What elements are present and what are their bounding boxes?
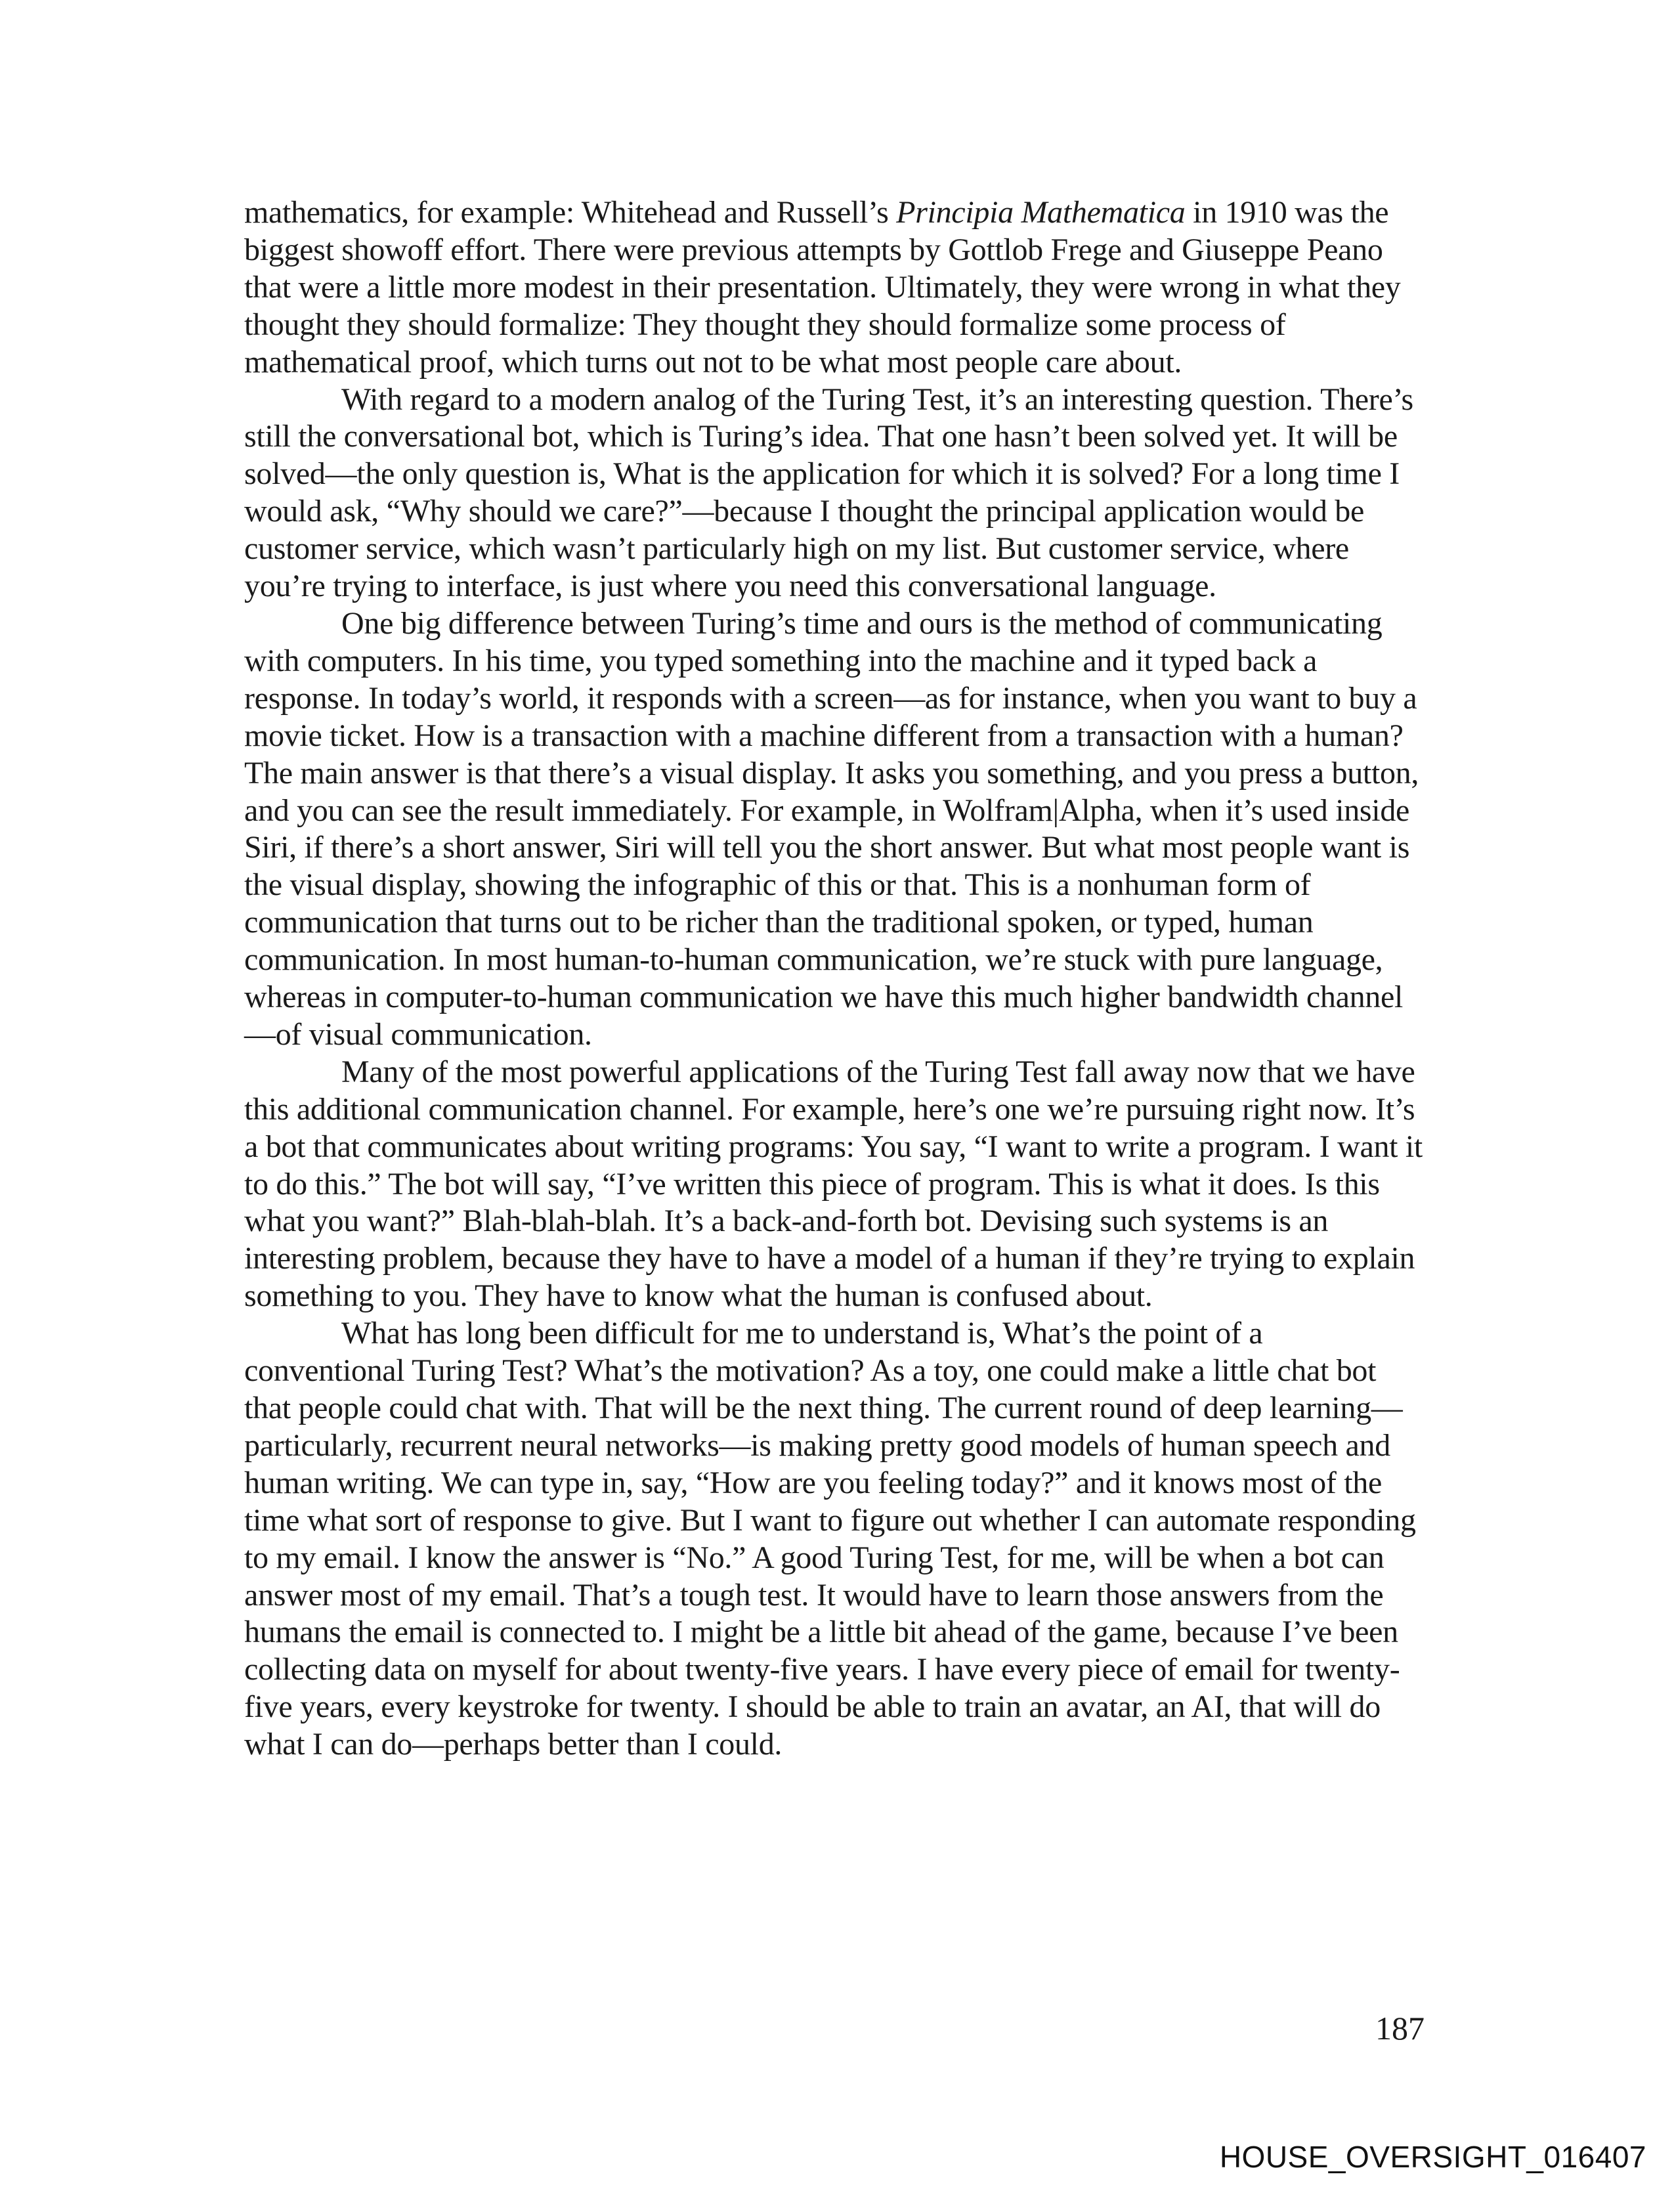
paragraph-3: One big difference between Turing’s time and ours is the method of communicating with computers. In his time, you typed something into the machine and it typed back a response. In today’s world, it responds with a screen—as for instance, when you want to buy a movie ticket. How is a transaction with a machine different from a transaction with a human? The main answer is that there’s a visual display. It asks you something, and you press a button, and you can see the result immediately. For example, in Wolfram|Alpha, when it’s used inside Siri, if there’s a short answer, Siri will tell you the short answer. But what most people want is the visual display, showing the infographic of this or that. This is a nonhuman form of communication that turns out to be richer than the traditional spoken, or typed, human communication. In most human-to-human communication, we’re stuck with pure language, whereas in computer-to-human communication we have this much higher bandwidth channel—of visual communication. xyxy=(244,605,1419,1052)
page-number: 187 xyxy=(1375,2010,1425,2047)
paragraph-5: What has long been difficult for me to understand is, What’s the point of a conventional Turing Test? What’s the motivation? As a toy, one could make a little chat bot that people could chat with. That will be the next thing. The current round of deep learning—particularly, recurrent neural networks—is making pretty good models of human speech and human writing. We can type in, say, “How are you feeling today?” and it knows most of the time what sort of response to give. But I want to figure out whether I can automate responding to my email. I know the answer is “No.” A good Turing Test, for me, will be when a bot can answer most of my email. That’s a tough test. It would have to learn those answers from the humans the email is connected to. I might be a little bit ahead of the game, because I’ve been collecting data on myself for about twenty-five years. I have every piece of email for twenty-five years, every keystroke for twenty. I should be able to train an avatar, an AI, that will do what I can do—perhaps better than I could. xyxy=(244,1316,1416,1762)
body-text xyxy=(244,194,1426,1764)
paragraph-1 xyxy=(244,194,1426,381)
paragraph-4: Many of the most powerful applications of the Turing Test fall away now that we have this additional communication channel. For example, here’s one we’re pursuing right now. It’s a bot that communicates about writing programs: You say, “I want to write a program. I want it to do this.” The bot will say, “I’ve written this piece of program. This is what it does. Is this what you want?” Blah-blah-blah. It’s a back-and-forth bot. Devising such systems is an interesting problem, because they have to have a model of a human if they’re trying to explain something to you. They have to know what the human is confused about. xyxy=(244,1054,1423,1314)
paragraph-2: With regard to a modern analog of the Turing Test, it’s an interesting question. There’s still the conversational bot, which is Turing’s idea. That one hasn’t been solved yet. It will be solved—the only question is, What is the application for which it is solved? For a long time I would ask, “Why should we care?”—because I thought the principal application would be customer service, which wasn’t particularly high on my list. But customer service, where you’re trying to interface, is just where you need this conversational language. xyxy=(244,381,1413,604)
paragraph-1-lead: mathematics, for example: Whitehead and Russell’s xyxy=(244,195,897,230)
book-title-principia: Principia Mathematica xyxy=(896,195,1186,230)
paragraph-1-rest: in 1910 was the biggest showoff effort. There were previous attempts by Gottlob Frege and Giuseppe Peano that were a little more modest in their presentation. Ultimately, they were wrong in what they thought they should formalize: They thought they should formalize some process of mathematical proof, which turns out not to be what most people care about. xyxy=(244,195,1401,380)
bates-stamp: HOUSE_OVERSIGHT_016407 xyxy=(1219,2140,1646,2174)
